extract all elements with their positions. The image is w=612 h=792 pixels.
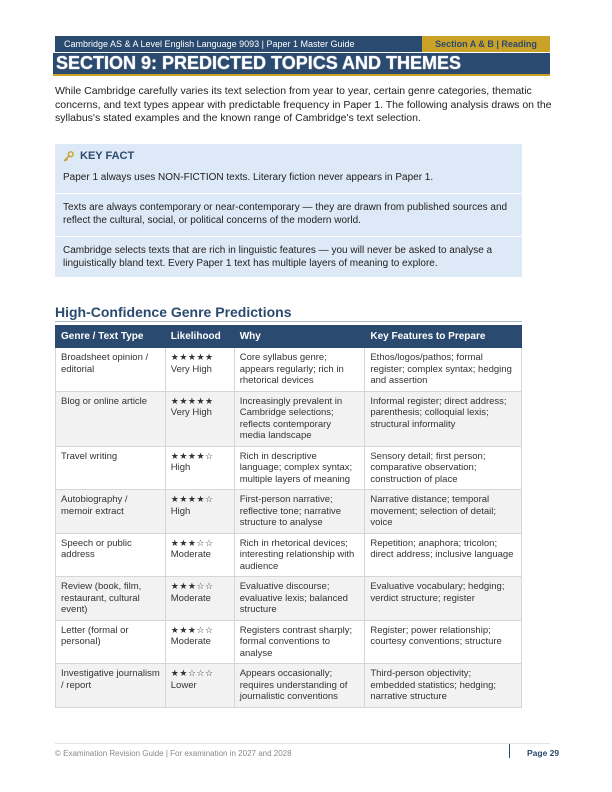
likelihood-cell <box>165 490 234 534</box>
star-rating: ★★☆☆☆ <box>170 668 214 678</box>
table-row <box>56 446 522 490</box>
likelihood-label: Very High <box>170 407 212 418</box>
likelihood-label: Lower <box>170 679 197 691</box>
star-rating: ★★★☆☆ <box>170 624 214 635</box>
table-row <box>56 348 522 392</box>
key-fact-paragraph-2: Texts are always contemporary or near-contemporary — they are drawn from published sources and reflect the cultural, social, or political concerns of the modern world. <box>63 202 508 226</box>
star-rating: ★★★★★ <box>170 352 214 362</box>
likelihood-label: Moderate <box>170 636 211 647</box>
likelihood-cell <box>165 577 234 621</box>
features-cell: Register; power relationship; courtesy conventions; structure <box>365 620 522 664</box>
footer-rule <box>55 743 550 744</box>
why-cell: Evaluative discourse; evaluative lexis; balanced structure <box>234 577 365 621</box>
likelihood-label: Moderate <box>170 549 211 560</box>
key-fact-paragraph-3: Cambridge selects texts that are rich in linguistic features — you will never be asked to analyse a linguistically bland text. Every Paper 1 text has multiple layers of meaning to explore. <box>63 245 493 269</box>
features-cell: Third-person objectivity; embedded statistics; hedging; narrative structure <box>365 664 522 708</box>
table-row <box>56 664 522 708</box>
table-row <box>56 391 522 446</box>
genre-cell: Letter (formal or personal) <box>56 620 166 664</box>
features-cell: Repetition; anaphora; tricolon; direct address; inclusive language <box>365 533 522 577</box>
genre-cell: Autobiography / memoir extract <box>56 490 166 534</box>
likelihood-cell <box>165 620 234 664</box>
page-number: Page 29 <box>527 748 560 758</box>
column-header-likelihood: Likelihood <box>165 326 234 348</box>
key-fact-divider <box>55 236 522 237</box>
footer-separator <box>509 744 510 758</box>
star-rating: ★★★☆☆ <box>170 537 214 548</box>
title-underline <box>53 74 550 76</box>
key-fact-divider <box>55 193 522 194</box>
likelihood-cell <box>165 391 234 446</box>
star-rating: ★★★★☆ <box>170 494 214 504</box>
table-row <box>56 620 522 664</box>
genre-cell: Investigative journalism / report <box>56 664 166 708</box>
why-cell: Appears occasionally; requires understanding of journalistic conventions <box>234 664 365 708</box>
intro-paragraph: While Cambridge carefully varies its text selection from year to year, certain genre categories, thematic concerns, and text types appear with predictable frequency in Paper 1. The following analysis draws on the syllabus's stated examples and the known range of Cambridge's text selection. <box>55 85 552 124</box>
genre-predictions-heading: High-Confidence Genre Predictions <box>55 304 292 320</box>
likelihood-label: High <box>170 505 191 517</box>
key-fact-heading <box>63 150 134 162</box>
genre-cell: Travel writing <box>56 446 166 490</box>
star-rating: ★★★☆☆ <box>170 581 214 591</box>
genre-cell: Speech or public address <box>56 533 166 577</box>
why-cell: First-person narrative; reflective tone; narrative structure to analyse <box>234 490 365 534</box>
likelihood-label: Moderate <box>170 592 211 604</box>
column-header-why: Why <box>234 326 365 348</box>
why-cell: Core syllabus genre; appears regularly; rich in rhetorical devices <box>234 348 365 392</box>
table-row <box>56 533 522 577</box>
table-row <box>56 490 522 534</box>
genre-cell: Review (book, film, restaurant, cultural event) <box>56 577 166 621</box>
features-cell: Sensory detail; first person; comparative observation; construction of place <box>365 446 522 490</box>
features-cell: Informal register; direct address; parenthesis; colloquial lexis; structural informality <box>365 391 522 446</box>
section-title: SECTION 9: PREDICTED TOPICS AND THEMES <box>53 53 550 74</box>
why-cell: Rich in rhetorical devices; interesting relationship with audience <box>234 533 365 577</box>
why-cell: Rich in descriptive language; complex syntax; multiple layers of meaning <box>234 446 365 490</box>
likelihood-cell <box>165 348 234 392</box>
key-fact-box <box>55 144 522 277</box>
why-cell: Increasingly prevalent in Cambridge selections; reflects contemporary media landscape <box>234 391 365 446</box>
likelihood-label: Very High <box>170 363 212 375</box>
running-header <box>55 36 550 52</box>
star-rating: ★★★★★ <box>170 395 214 406</box>
likelihood-cell <box>165 446 234 490</box>
features-cell: Narrative distance; temporal movement; selection of detail; voice <box>365 490 522 534</box>
features-cell: Evaluative vocabulary; hedging; verdict structure; register <box>365 577 522 621</box>
features-cell: Ethos/logos/pathos; formal register; complex syntax; hedging and assertion <box>365 348 522 392</box>
key-fact-paragraph-1: Paper 1 always uses NON-FICTION texts. Literary fiction never appears in Paper 1. <box>63 172 434 183</box>
likelihood-cell <box>165 533 234 577</box>
genre-cell: Broadsheet opinion / editorial <box>56 348 166 392</box>
header-guide-title: Cambridge AS & A Level English Language 9093 | Paper 1 Master Guide <box>64 39 355 49</box>
genre-predictions-table <box>55 325 522 708</box>
likelihood-cell <box>165 664 234 708</box>
header-section-badge: Section A & B | Reading <box>422 36 550 52</box>
why-cell: Registers contrast sharply; formal conventions to analyse <box>234 620 365 664</box>
star-rating: ★★★★☆ <box>170 450 214 461</box>
key-fact-title: KEY FACT <box>80 150 135 162</box>
footer-copyright: © Examination Revision Guide | For examination in 2027 and 2028 <box>55 749 292 758</box>
column-header-features: Key Features to Prepare <box>365 326 522 348</box>
heading-rule <box>55 321 522 322</box>
table-header-row <box>56 326 522 348</box>
likelihood-label: High <box>170 462 191 473</box>
column-header-genre: Genre / Text Type <box>56 326 166 348</box>
table-row <box>56 577 522 621</box>
key-icon <box>63 151 74 162</box>
genre-cell: Blog or online article <box>56 391 166 446</box>
